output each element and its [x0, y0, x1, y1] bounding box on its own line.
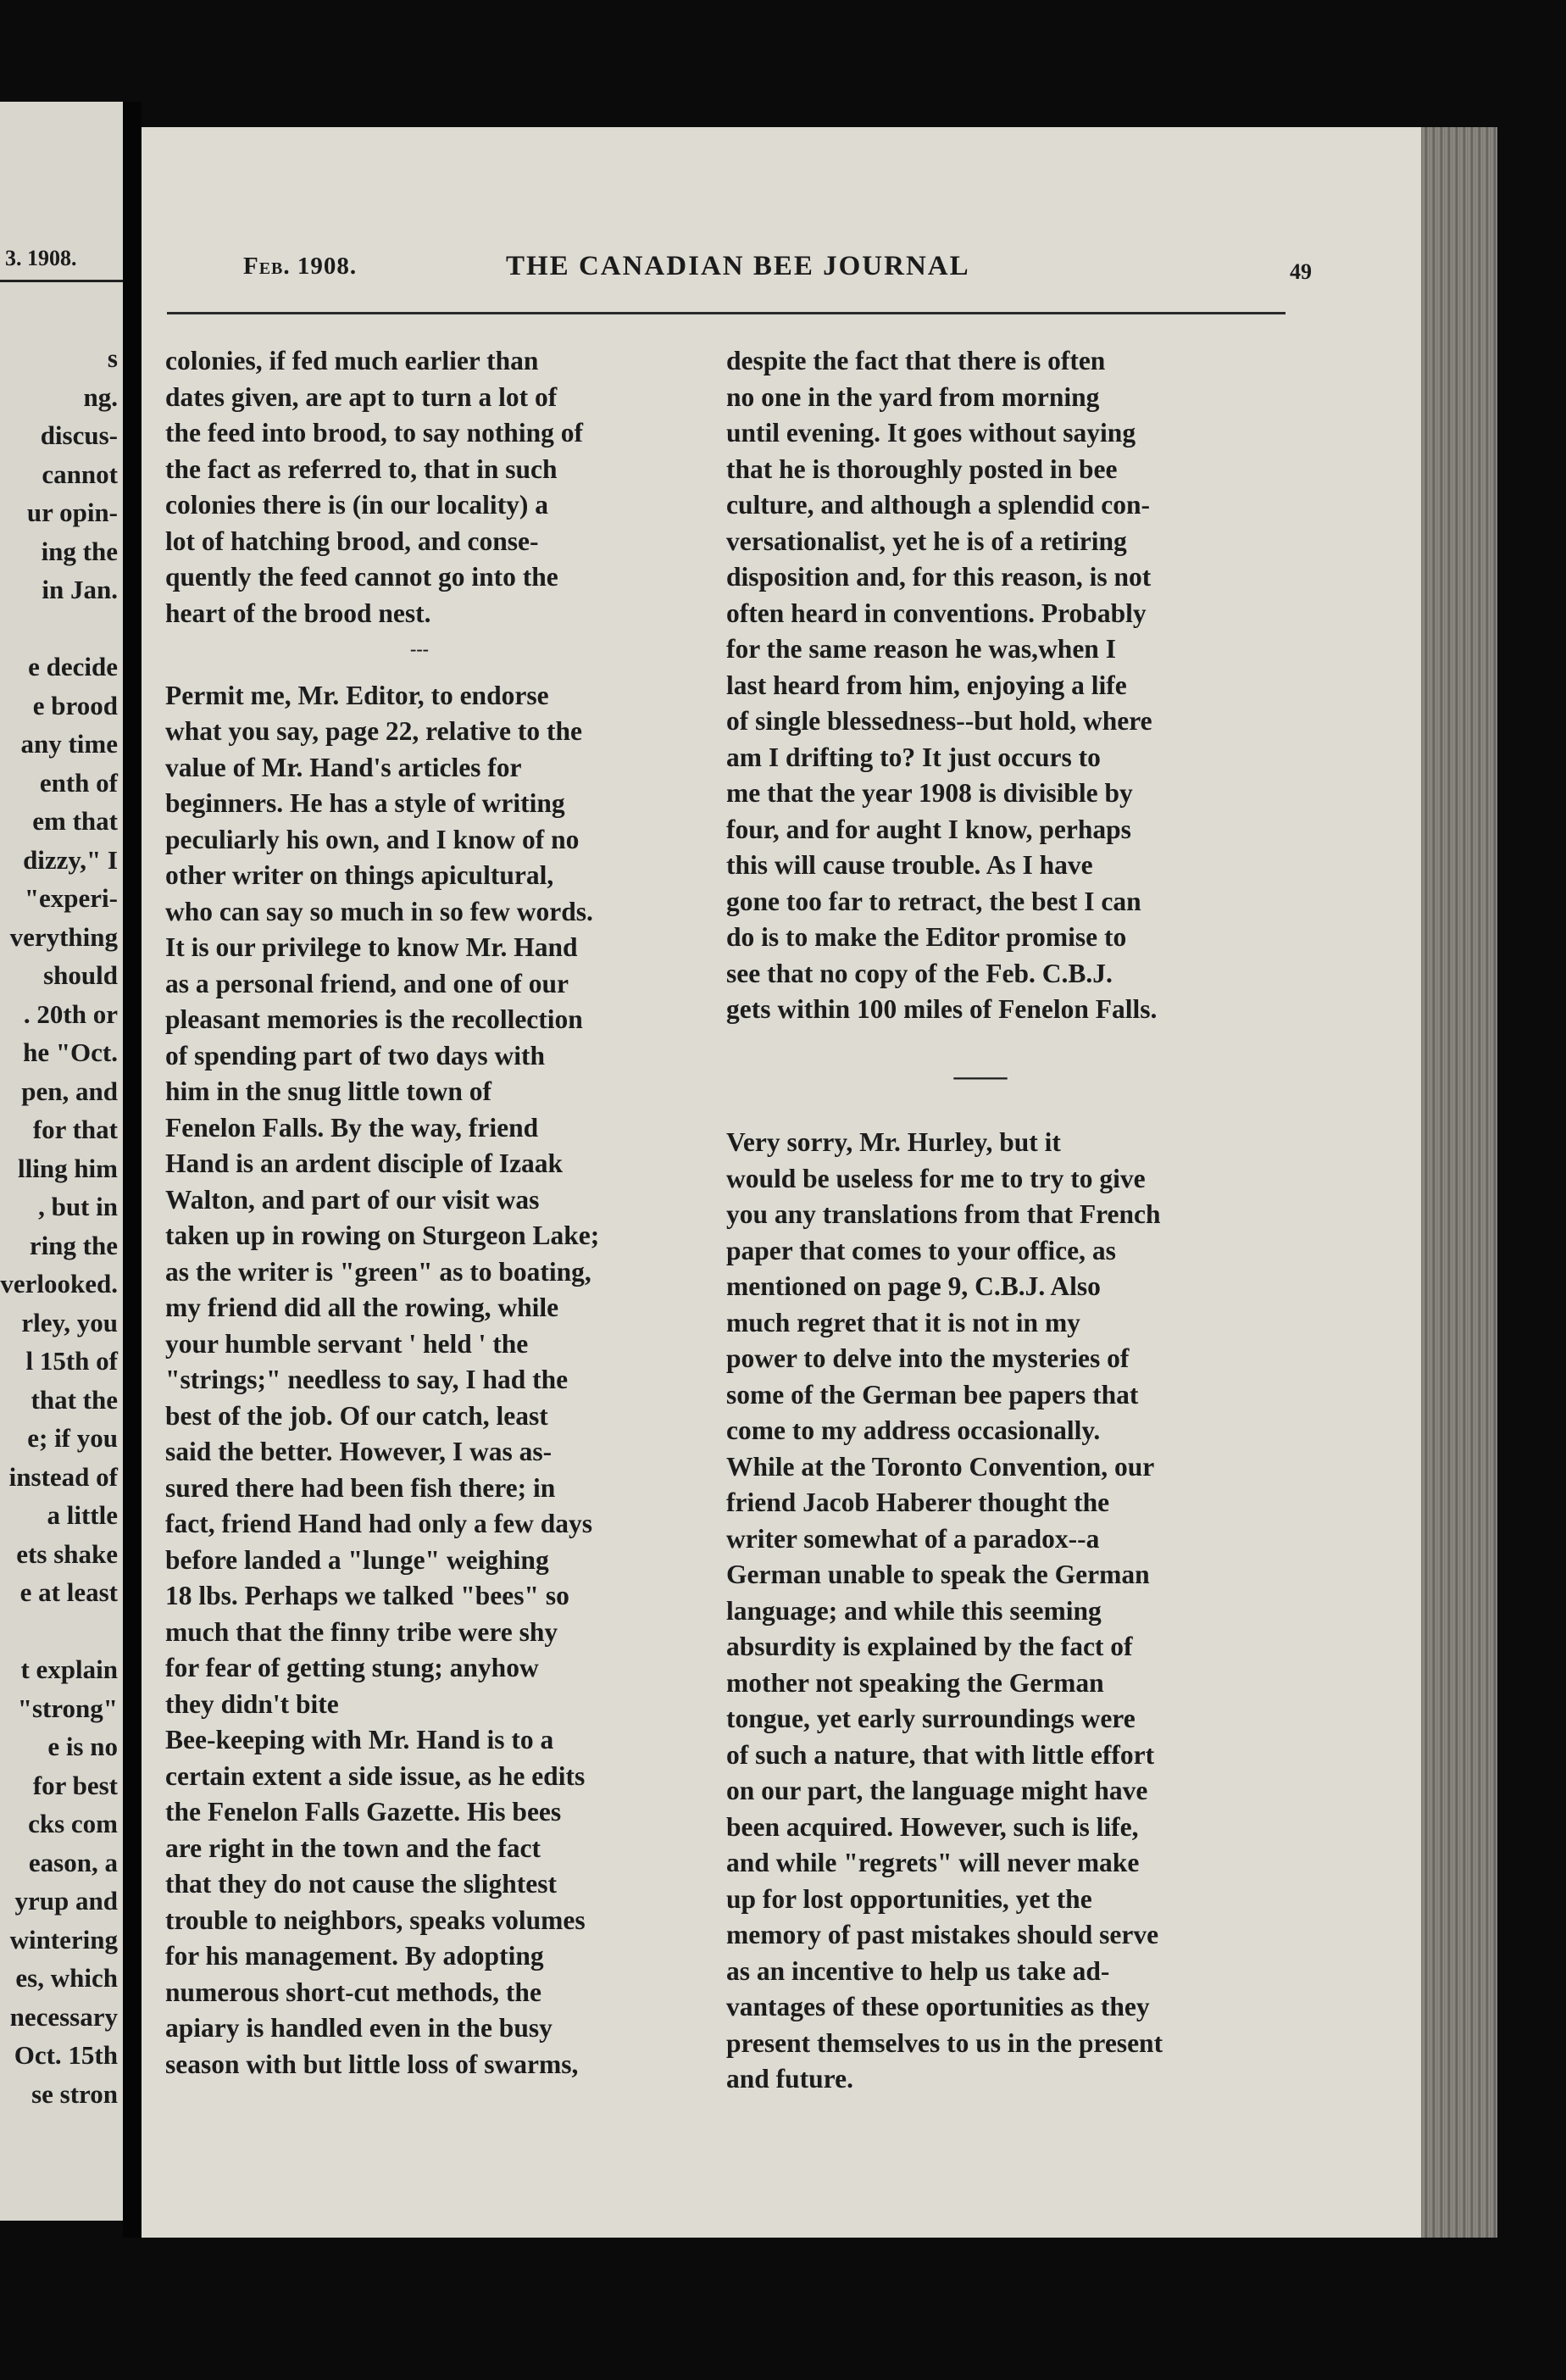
- text-line: "strings;" needless to say, I had the: [165, 1365, 569, 1394]
- text-line: verlooked.: [0, 1269, 118, 1298]
- text-line: that the: [31, 1384, 118, 1415]
- text-line: eason, a: [28, 1847, 118, 1877]
- text-line: of spending part of two days with: [165, 1040, 546, 1070]
- text-line: power to delve into the mysteries of: [726, 1343, 1130, 1373]
- text-line: they didn't bite: [165, 1688, 339, 1719]
- text-line: dizzy," I: [23, 844, 118, 875]
- text-line: em that: [32, 806, 118, 836]
- text-line: as a personal friend, and one of our: [165, 968, 569, 998]
- text-line: pen, and: [21, 1076, 118, 1106]
- text-line: lot of hatching brood, and conse-: [165, 525, 539, 556]
- text-line: for best: [32, 1770, 118, 1800]
- paragraph: [726, 343, 1294, 1028]
- text-line: wintering: [9, 1924, 118, 1955]
- text-line: friend Jacob Haberer thought the: [726, 1488, 1110, 1517]
- text-line: any time: [20, 729, 118, 759]
- text-line: much regret that it is not in my: [726, 1307, 1080, 1337]
- text-line: Bee-keeping with Mr. Hand is to a: [165, 1725, 554, 1754]
- text-line: season with but little loss of swarms,: [165, 2049, 579, 2079]
- text-line: him in the snug little town of: [165, 1076, 492, 1106]
- text-line: e; if you: [27, 1423, 118, 1453]
- text-line: best of the job. Of our catch, least: [165, 1400, 548, 1431]
- text-line: Walton, and part of our visit was: [165, 1184, 540, 1215]
- running-head: [192, 253, 1370, 295]
- text-line: certain extent a side issue, as he edits: [165, 1760, 586, 1791]
- text-line: writer somewhat of a paradox--a: [726, 1523, 1100, 1554]
- text-line: as an incentive to help us take ad-: [726, 1955, 1110, 1986]
- text-line: last heard from him, enjoying a life: [726, 670, 1127, 700]
- text-line: taken up in rowing on Sturgeon Lake;: [165, 1221, 600, 1250]
- text-line: cks com: [28, 1809, 118, 1838]
- text-line: on our part, the language might have: [726, 1776, 1148, 1805]
- text-line: other writer on things apicultural,: [165, 860, 554, 890]
- text-line: this will cause trouble. As I have: [726, 850, 1093, 880]
- text-line: gone too far to retract, the best I can: [726, 886, 1141, 916]
- paragraph: [165, 343, 725, 631]
- text-line: present themselves to us in the present: [726, 2027, 1163, 2058]
- text-line: sured there had been fish there; in: [165, 1472, 556, 1503]
- text-line: for the same reason he was,when I: [726, 634, 1116, 664]
- text-line: mentioned on page 9, C.B.J. Also: [726, 1271, 1101, 1301]
- text-line: do is to make the Editor promise to: [726, 922, 1127, 952]
- text-line: [0, 1612, 118, 1651]
- text-line: e brood: [32, 690, 118, 720]
- text-line: that he is thoroughly posted in bee: [726, 453, 1118, 484]
- text-line: 18 lbs. Perhaps we talked "bees" so: [165, 1581, 569, 1610]
- text-line: vantages of these oportunities as they: [726, 1992, 1150, 2021]
- text-line: you any translations from that French: [726, 1199, 1161, 1229]
- text-line: he "Oct.: [23, 1037, 118, 1067]
- text-line: e at least: [19, 1577, 118, 1607]
- text-line: often heard in conventions. Probably: [726, 598, 1147, 628]
- text-line: mother not speaking the German: [726, 1667, 1104, 1698]
- paragraph: [726, 1125, 1294, 2098]
- text-line: numerous short-cut methods, the: [165, 1977, 541, 2007]
- text-line: before landed a "lunge" weighing: [165, 1544, 549, 1575]
- text-line: Hand is an ardent disciple of Izaak: [165, 1148, 564, 1178]
- text-line: ing the: [41, 536, 118, 566]
- right-column: [726, 343, 1294, 2098]
- facing-page-fragment: [0, 102, 123, 2221]
- text-line: culture, and although a splendid con-: [726, 490, 1151, 520]
- text-line: should: [43, 960, 118, 990]
- text-line: Fenelon Falls. By the way, friend: [165, 1112, 539, 1143]
- text-line: the Fenelon Falls Gazette. His bees: [165, 1797, 562, 1827]
- text-line: the feed into brood, to say nothing of: [165, 418, 583, 448]
- text-line: es, which: [15, 1963, 118, 1993]
- left-column: [165, 343, 725, 2082]
- text-line: your humble servant ' held ' the: [165, 1328, 529, 1359]
- text-line: t explain: [20, 1654, 118, 1684]
- text-line: four, and for aught I know, perhaps: [726, 814, 1131, 844]
- text-line: German unable to speak the German: [726, 1560, 1150, 1589]
- text-line: for fear of getting stung; anyhow: [165, 1653, 539, 1682]
- text-line: been acquired. However, such is life,: [726, 1811, 1139, 1842]
- text-line: language; and while this seeming: [726, 1595, 1102, 1626]
- facing-page-header: 3. 1908.: [5, 246, 77, 270]
- text-line: said the better. However, I was as-: [165, 1437, 553, 1466]
- text-line: Very sorry, Mr. Hurley, but it: [726, 1127, 1061, 1157]
- text-line: what you say, page 22, relative to the: [165, 716, 583, 746]
- facing-page-text: [0, 339, 118, 2113]
- text-line: ets shake: [16, 1538, 118, 1569]
- text-line: trouble to neighbors, speaks volumes: [165, 1905, 586, 1935]
- text-line: tongue, yet early surroundings were: [726, 1704, 1136, 1733]
- text-line: versationalist, yet he is of a retiring: [726, 525, 1127, 556]
- text-line: dates given, are apt to turn a lot of: [165, 381, 558, 412]
- text-line: am I drifting to? It just occurs to: [726, 742, 1101, 772]
- text-line: s: [107, 343, 118, 373]
- facing-page-rule: [0, 280, 123, 282]
- text-line: . 20th or: [23, 998, 118, 1029]
- text-line: ur opin-: [26, 498, 118, 527]
- text-line: e decide: [28, 652, 118, 681]
- journal-page: [142, 127, 1421, 2238]
- text-line: ring the: [29, 1230, 118, 1260]
- text-line: memory of past mistakes should serve: [726, 1920, 1159, 1949]
- page-edges: [1421, 127, 1497, 2238]
- text-line: necessary: [9, 2001, 118, 2032]
- text-line: l 15th of: [25, 1346, 118, 1376]
- section-separator: ---: [410, 638, 429, 659]
- journal-title: THE CANADIAN BEE JOURNAL: [506, 251, 970, 281]
- text-line: that they do not cause the slightest: [165, 1869, 557, 1899]
- text-line: some of the German bee papers that: [726, 1379, 1139, 1410]
- text-line: It is our privilege to know Mr. Hand: [165, 932, 578, 962]
- text-line: verything: [9, 921, 118, 952]
- text-line: fact, friend Hand had only a few days: [165, 1509, 593, 1538]
- section-separator: ——: [953, 1060, 1008, 1091]
- text-line: e is no: [47, 1732, 118, 1761]
- text-line: gets within 100 miles of Fenelon Falls.: [726, 994, 1158, 1024]
- text-line: of single blessedness--but hold, where: [726, 706, 1152, 736]
- text-line: heart of the brood nest.: [165, 598, 431, 628]
- text-line: my friend did all the rowing, while: [165, 1293, 559, 1322]
- text-line: come to my address occasionally.: [726, 1415, 1101, 1445]
- text-line: paper that comes to your office, as: [726, 1235, 1116, 1265]
- text-line: , but in: [38, 1192, 118, 1221]
- issue-date: Feb. 1908.: [243, 253, 358, 280]
- text-line: the fact as referred to, that in such: [165, 453, 558, 484]
- paragraph: [165, 1722, 725, 2082]
- paragraph: [165, 678, 725, 1723]
- text-line: instead of: [8, 1461, 118, 1492]
- text-line: and while "regrets" will never make: [726, 1848, 1140, 1877]
- text-line: lling him: [17, 1153, 118, 1183]
- text-line: colonies there is (in our locality) a: [165, 490, 549, 520]
- text-line: peculiarly his own, and I know of no: [165, 824, 580, 854]
- text-line: of such a nature, that with little effort: [726, 1739, 1155, 1770]
- text-line: Oct. 15th: [14, 2040, 118, 2070]
- text-line: absurdity is explained by the fact of: [726, 1632, 1133, 1661]
- text-line: no one in the yard from morning: [726, 381, 1100, 412]
- text-line: for his management. By adopting: [165, 1941, 544, 1971]
- text-line: While at the Toronto Convention, our: [726, 1451, 1155, 1482]
- text-line: se stron: [31, 2078, 118, 2109]
- text-line: value of Mr. Hand's articles for: [165, 752, 522, 782]
- text-line: [0, 609, 118, 648]
- text-line: "experi-: [24, 883, 118, 913]
- text-line: enth of: [39, 767, 118, 798]
- book-gutter: [123, 102, 142, 2238]
- text-line: disposition and, for this reason, is not: [726, 562, 1152, 592]
- text-line: pleasant memories is the recollection: [165, 1004, 583, 1034]
- text-line: in Jan.: [42, 575, 118, 604]
- text-line: discus-: [40, 420, 118, 450]
- text-line: Permit me, Mr. Editor, to endorse: [165, 680, 549, 710]
- text-line: despite the fact that there is often: [726, 346, 1106, 375]
- header-rule: [167, 312, 1286, 314]
- text-line: a little: [47, 1500, 118, 1530]
- text-line: until evening. It goes without saying: [726, 418, 1136, 448]
- text-line: as the writer is "green" as to boating,: [165, 1256, 591, 1287]
- text-line: see that no copy of the Feb. C.B.J.: [726, 958, 1113, 988]
- text-line: are right in the town and the fact: [165, 1832, 541, 1863]
- text-line: cannot: [42, 459, 118, 489]
- text-line: colonies, if fed much earlier than: [165, 346, 539, 375]
- text-line: who can say so much in so few words.: [165, 896, 593, 926]
- text-line: "strong": [17, 1693, 118, 1723]
- text-line: yrup and: [14, 1886, 118, 1916]
- text-line: for that: [32, 1115, 118, 1144]
- text-line: would be useless for me to try to give: [726, 1163, 1146, 1193]
- text-line: apiary is handled even in the busy: [165, 2013, 553, 2043]
- text-line: me that the year 1908 is divisible by: [726, 778, 1133, 808]
- text-line: rley, you: [21, 1307, 118, 1337]
- page-number: 49: [1290, 259, 1312, 284]
- text-line: quently the feed cannot go into the: [165, 562, 558, 592]
- text-line: beginners. He has a style of writing: [165, 788, 565, 818]
- text-line: up for lost opportunities, yet the: [726, 1883, 1092, 1914]
- text-line: much that the finny tribe were shy: [165, 1616, 558, 1647]
- text-line: ng.: [83, 381, 118, 412]
- text-line: and future.: [726, 2064, 853, 2094]
